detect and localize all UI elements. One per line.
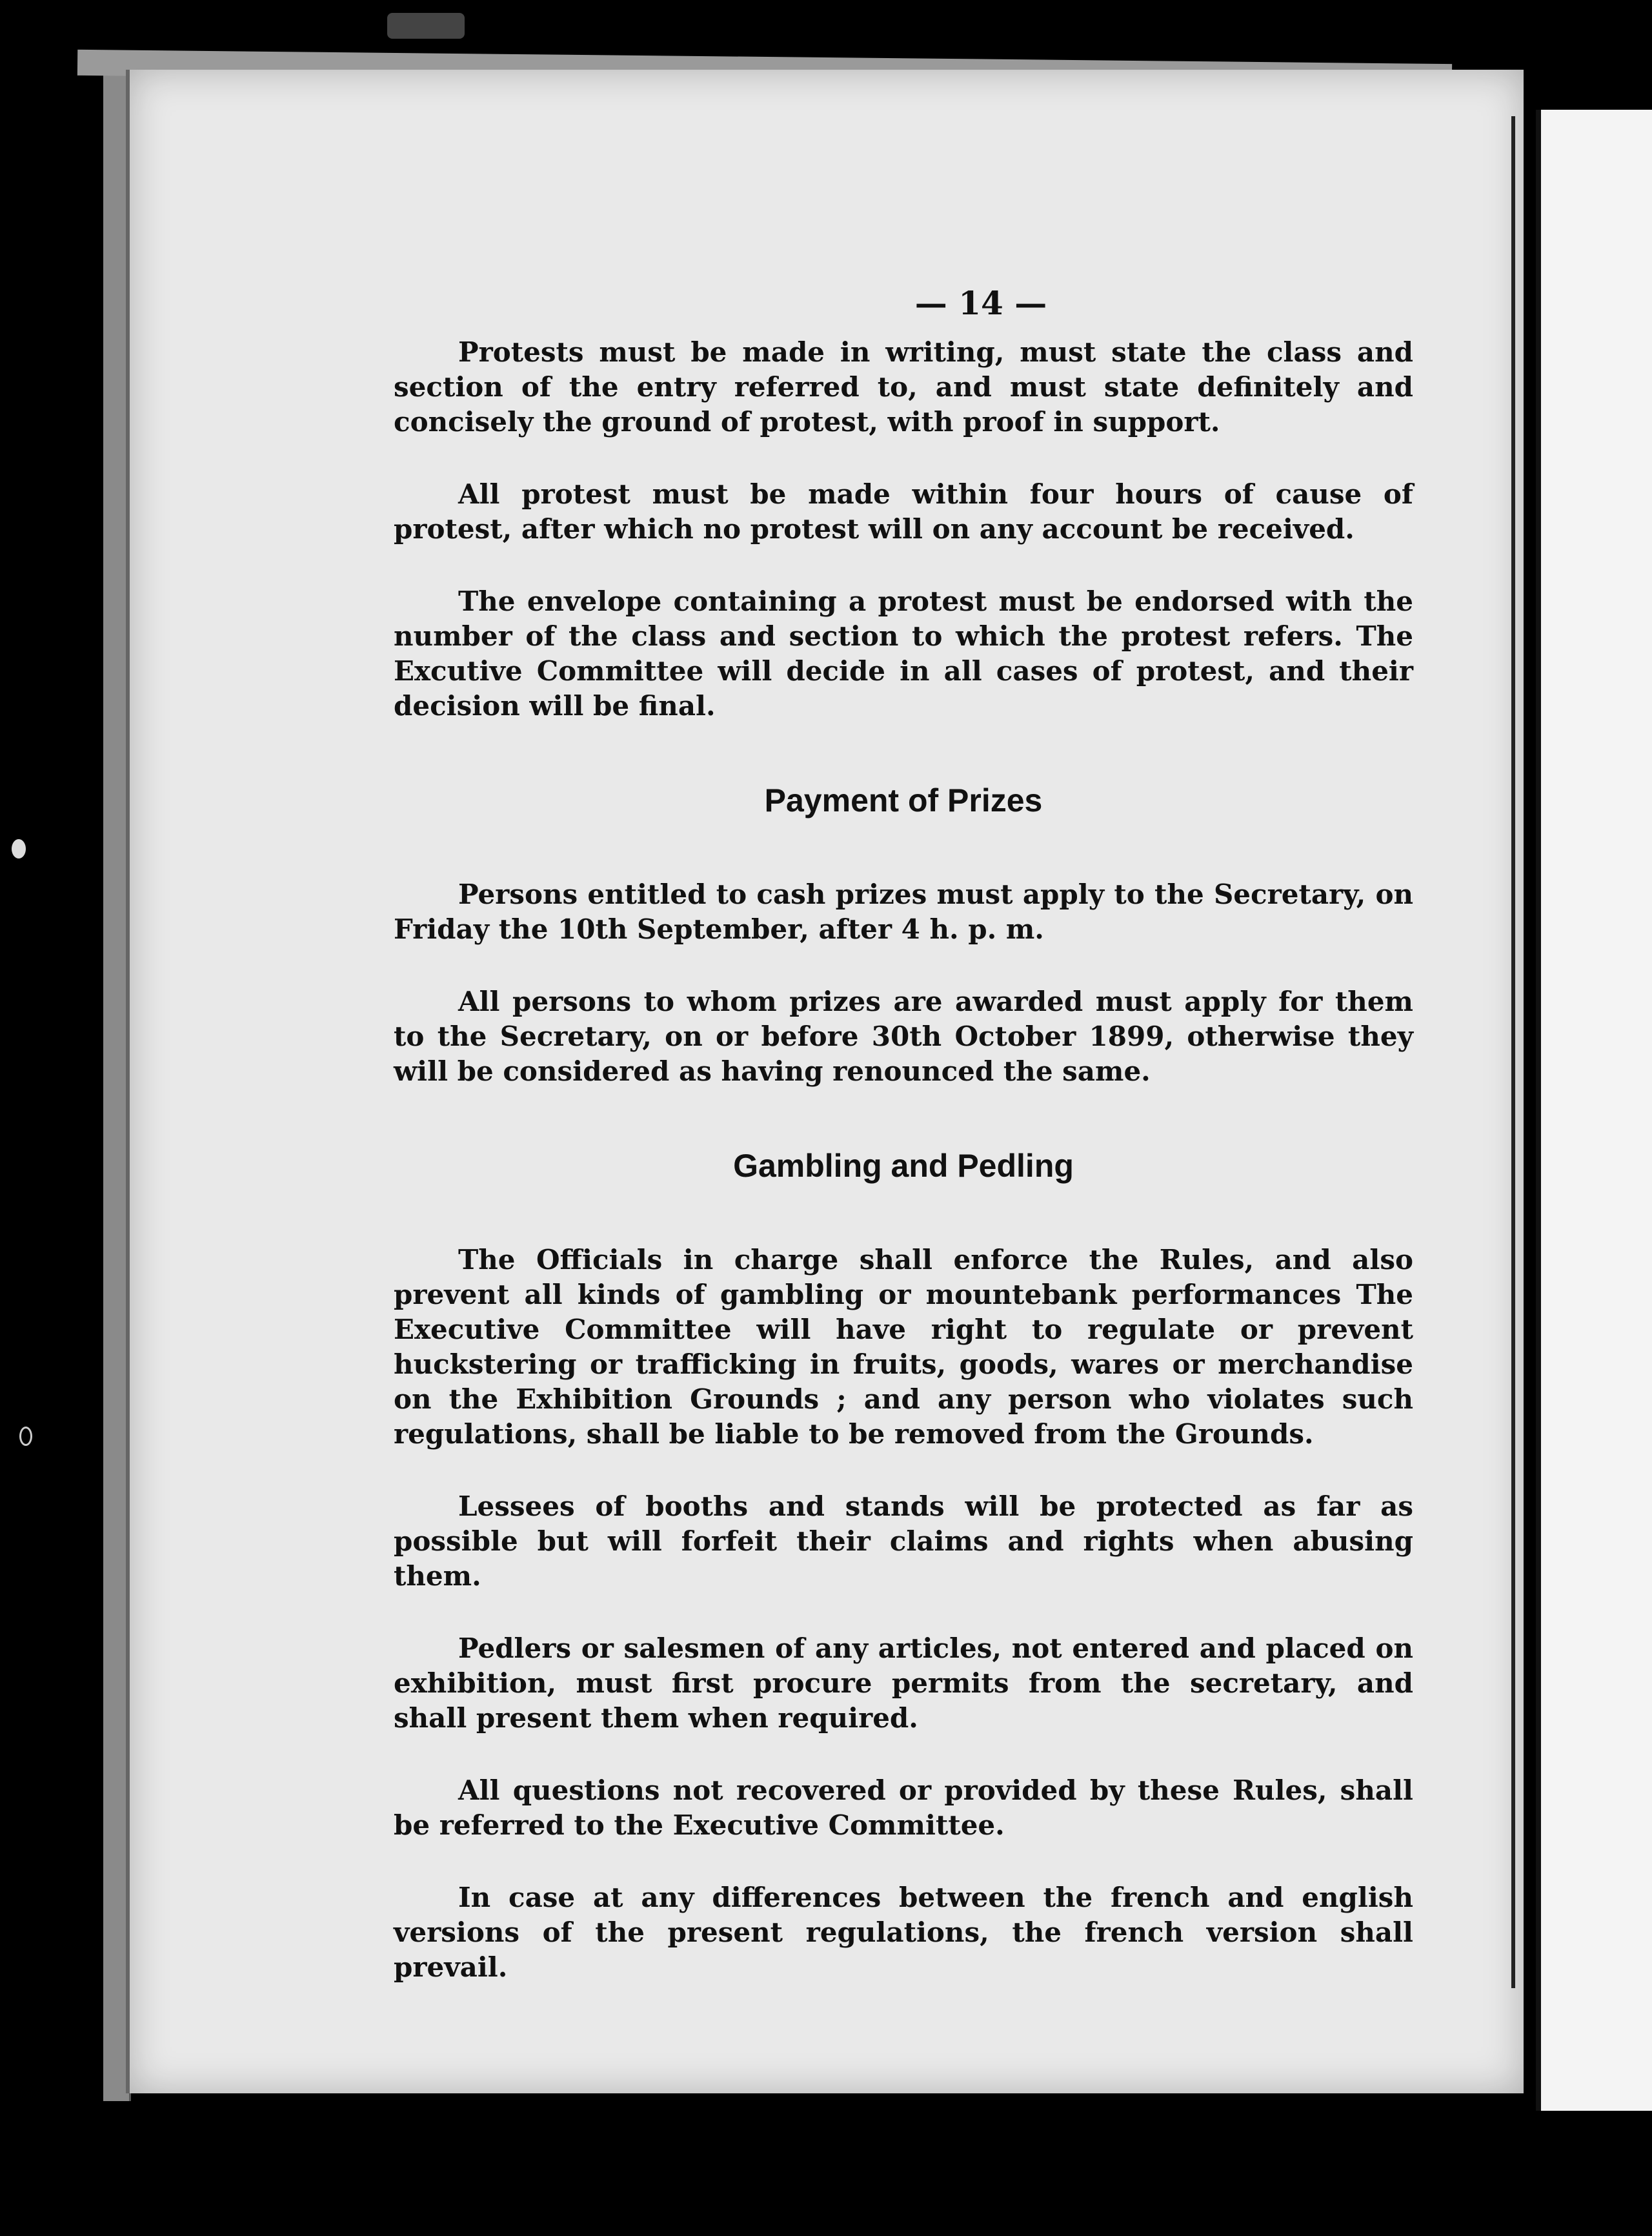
scan-speck bbox=[387, 13, 465, 39]
scan-speck bbox=[12, 839, 26, 859]
paragraph: Lessees of booths and stands will be protected as far as possible but will forfeit their claims and rights when abusing them. bbox=[394, 1490, 1413, 1592]
paragraph: All persons to whom prizes are awarded must apply for them to the Secretary, on or before 30th October 1899, otherwise they will be considered as having renounced the same. bbox=[394, 986, 1413, 1087]
binding-spine bbox=[1511, 116, 1515, 1988]
facing-page-edge bbox=[1536, 110, 1652, 2111]
paragraph: Pedlers or salesmen of any articles, not entered and placed on exhibition, must first procure permits from the secretary, and shall present them when required. bbox=[394, 1632, 1413, 1734]
scan-speck bbox=[19, 1427, 32, 1446]
paragraph: All protest must be made within four hours of cause of protest, after which no protest will on any account be received. bbox=[394, 478, 1413, 545]
paragraph: The envelope containing a protest must be endorsed with the number of the class and section to which the protest refers. The Excutive Committee will decide in all cases of protest, and their decision will be final. bbox=[394, 585, 1413, 722]
paragraph: Protests must be made in writing, must state the class and section of the entry referred to, and must state definitely and concisely the ground of protest, with proof in support. bbox=[394, 336, 1413, 438]
page-number: — 14 — bbox=[914, 284, 1047, 322]
section-heading: Gambling and Pedling bbox=[733, 1148, 1074, 1184]
paragraph: All questions not recovered or provided by these Rules, shall be referred to the Executive Committee. bbox=[394, 1774, 1413, 1841]
page-content bbox=[394, 284, 1413, 2022]
paragraph: In case at any differences between the french and english versions of the present regulations, the french version shall prevail. bbox=[394, 1882, 1413, 1983]
section-heading: Payment of Prizes bbox=[764, 782, 1043, 818]
paragraph: Persons entitled to cash prizes must apply to the Secretary, on Friday the 10th September, after 4 h. p. m. bbox=[394, 879, 1413, 945]
paragraph: The Officials in charge shall enforce the Rules, and also prevent all kinds of gambling or mountebank performances The Executive Committee will have right to regulate or prevent huckstering or trafficking in fruits, goods, wares or merchandise on the Exhibition Grounds ; and any person who violates such regulations, shall be liable to be removed from the Grounds. bbox=[394, 1244, 1413, 1450]
